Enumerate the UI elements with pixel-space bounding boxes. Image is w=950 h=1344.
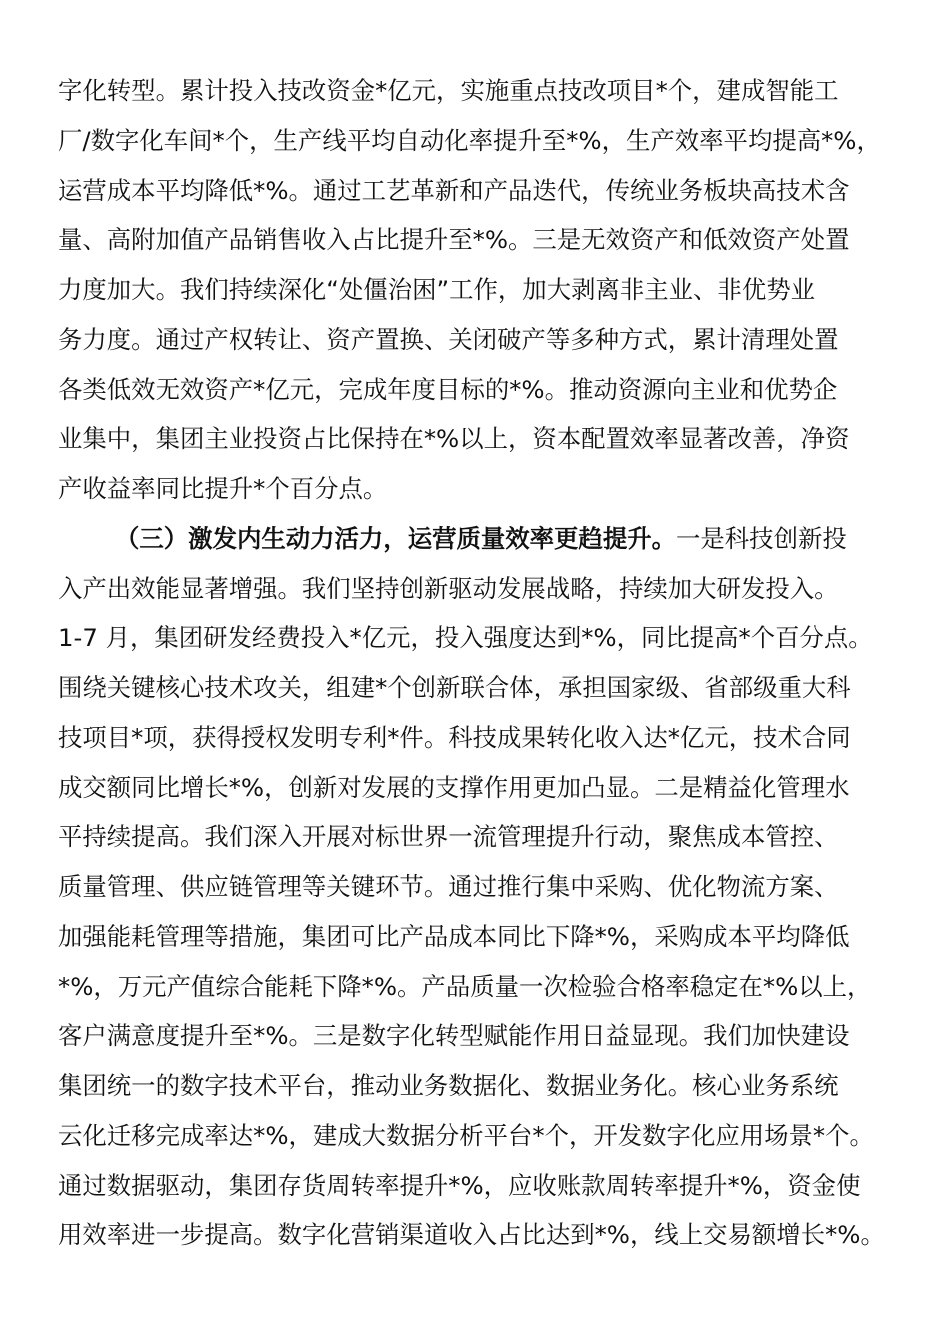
text-line: 围绕关键核心技术攻关，组建*个创新联合体，承担国家级、省部级重大科 bbox=[58, 673, 851, 702]
text-line: 用效率进一步提高。数字化营销渠道收入占比达到*%，线上交易额增长*%。 bbox=[58, 1220, 885, 1250]
text-line: 厂/数字化车间*个，生产线平均自动化率提升至*%，生产效率平均提高*%， bbox=[58, 125, 881, 155]
text-line: 平持续提高。我们深入开展对标世界一流管理提升行动，聚焦成本管控、 bbox=[58, 822, 839, 852]
text-line: 务力度。通过产权转让、资产置换、关闭破产等多种方式，累计清理处置 bbox=[58, 324, 839, 354]
text-line: 1-7 月，集团研发经费投入*亿元，投入强度达到*%，同比提高*个百分点。 bbox=[58, 623, 873, 653]
paragraph-section-three bbox=[58, 514, 908, 1260]
paragraph-asset-disposal bbox=[58, 66, 908, 514]
document-page bbox=[58, 66, 908, 1260]
text-line: 力度加大。我们持续深化“处僵治困”工作，加大剥离非主业、非优势业 bbox=[58, 275, 815, 304]
text-line: 通过数据驱动，集团存货周转率提升*%，应收账款周转率提升*%，资金使 bbox=[58, 1170, 861, 1200]
text-line: 云化迁移完成率达*%，建成大数据分析平台*个，开发数字化应用场景*个。 bbox=[58, 1120, 874, 1150]
text-line: 成交额同比增长*%，创新对发展的支撑作用更加凸显。二是精益化管理水 bbox=[58, 772, 850, 802]
text-line: 产收益率同比提升*个百分点。 bbox=[58, 474, 388, 503]
text-line: 量、高附加值产品销售收入占比提升至*%。三是无效资产和低效资产处置 bbox=[58, 225, 850, 255]
text-line: 各类低效无效资产*亿元，完成年度目标的*%。推动资源向主业和优势企 bbox=[58, 374, 838, 404]
text-line: 运营成本平均降低*%。通过工艺革新和产品迭代，传统业务板块高技术含 bbox=[58, 175, 850, 205]
text-line: *%，万元产值综合能耗下降*%。产品质量一次检验合格率稳定在*%以上， bbox=[58, 971, 872, 1001]
text-line: 入产出效能显著增强。我们坚持创新驱动发展战略，持续加大研发投入。 bbox=[58, 573, 839, 603]
text-line: 质量管理、供应链管理等关键环节。通过推行集中采购、优化物流方案、 bbox=[58, 872, 839, 901]
text-line: 技项目*项，获得授权发明专利*件。科技成果转化收入达*亿元，技术合同 bbox=[58, 722, 851, 752]
text-line: 业集中，集团主业投资占比保持在*%以上，资本配置效率显著改善，净资 bbox=[58, 424, 850, 454]
text-line: 加强能耗管理等措施，集团可比产品成本同比下降*%，采购成本平均降低 bbox=[58, 921, 850, 951]
text-line: 字化转型。累计投入技改资金*亿元，实施重点技改项目*个，建成智能工 bbox=[58, 76, 839, 105]
text-line: 客户满意度提升至*%。三是数字化转型赋能作用日益显现。我们加快建设 bbox=[58, 1021, 850, 1051]
text-line: 集团统一的数字技术平台，推动业务数据化、数据业务化。核心业务系统 bbox=[58, 1071, 839, 1100]
section-first-line bbox=[58, 514, 908, 564]
section-heading: （三）激发内生动力活力，运营质量效率更趋提升。 bbox=[115, 523, 676, 553]
section-first-line-text: 一是科技创新投 bbox=[676, 523, 847, 553]
